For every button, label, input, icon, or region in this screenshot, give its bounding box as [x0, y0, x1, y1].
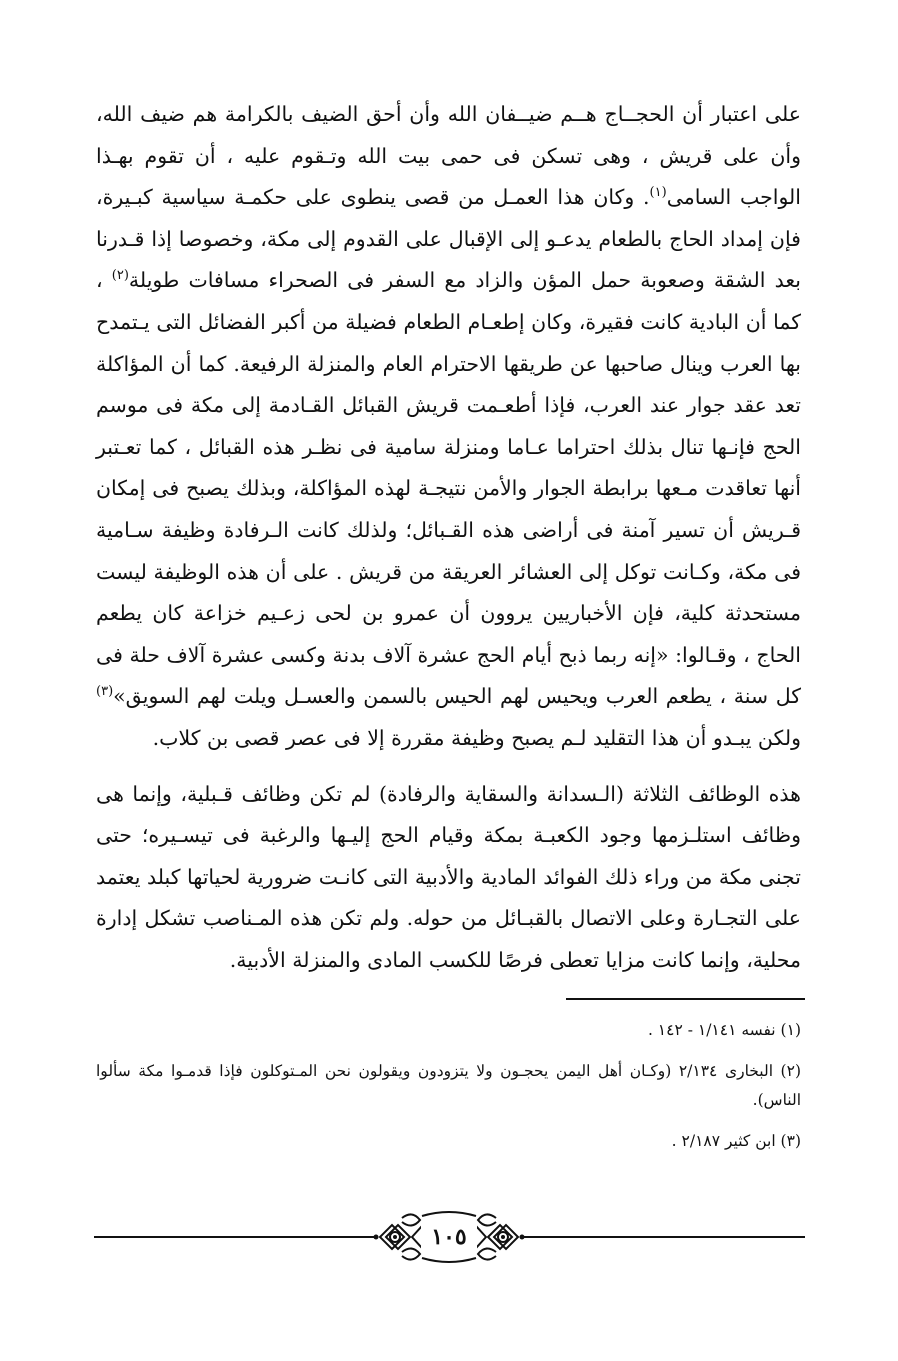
- footnote-1: (١) نفسه ١/١٤١ - ١٤٢ .: [647, 1021, 801, 1039]
- footnote-3: (٣) ابن كثير ٢/١٨٧ .: [671, 1132, 801, 1150]
- footnote-ref-1: (١): [649, 185, 667, 201]
- paragraph-1: [96, 94, 801, 760]
- paragraph-2: هذه الوظائف الثلاثة (الـسدانة والسقاية والرفادة) لم تكن وظائف قـبلية، وإنما هى وظائف استلـزمها وجود الكعبـة بمكة وقيام الحج إليـها والرغبة فى تيسـيره؛ حتى تجنى مكة من وراء ذلك الفوائد المادية والأدبية التى كانـت ضرورية لحياتها كبلد يعتمد على التجـارة وعلى الاتصال بالقبـائل من حوله. ولم تكن هذه المـناصب تشكل إدارة محلية، وإنما كانت مزايا تعطى فرصًا للكسب المادى والمنزلة الأدبية.: [96, 781, 801, 972]
- paragraph-1-part-3: ، كما أن البادية كانت فقيرة، وكان إطعـام الطعام فضيلة من أكبر الفضائل التى يـتمدح بها العرب وينال صاحبها عن طريقها الاحترام العام والمنزلة الرفيعة. كما أن المؤاكلة تعد عقد جوار عند العرب، فإذا أطعـمت قريش القبائل القـادمة إلى مكة فى موسم الحج فإنـها تنال بذلك احتراما عـاما ومنزلة سامية فى نظـر هذه القبائل ، كما تعـتبر أنها تعاقدت مـعها برابطة الجوار والأمن نتيجـة لهذه المؤاكلة، وبذلك يصبح فى إمكان قـريش أن تسير آمنة فى أراضى هذه القـبائل؛ ولذلك كانت الـرفادة وظيفة سـامية فى مكة، وكـانت توكل إلى العشائر العريقة من قريش . على أن هذه الوظيفة ليست مستحدثة كلية، فإن الأخباريين يروون أن عمرو بن لحى زعـيم خزاعة كان يطعم الحاج ، وقـالوا: «إنه ربما ذبح أيام الحج عشرة آلاف بدنة وكسى عشرة آلاف حلة فى كل سنة ، يطعم العرب ويحيس لهم الحيس بالسمن والعسـل ويلت لهم السويق»: [96, 268, 801, 709]
- footnote-ref-3: (٣): [96, 684, 114, 700]
- main-text: [96, 94, 801, 981]
- footnote-divider: [566, 998, 805, 1000]
- footnote-2: (٢) البخارى ٢/١٣٤ (وكـان أهل اليمن يحجـون ولا يتزودون ويقولون نحن المـتوكلون فإذا قدمـوا مكة سألوا الناس).: [96, 1062, 801, 1109]
- footer-rule-right: [522, 1236, 805, 1238]
- paragraph-1-part-2: . وكان هذا العمـل من قصى ينطوى على حكمـة سياسية كبـيرة، فإن إمداد الحاج بالطعام يدعـو إلى الإقبال على القدوم إلى مكة، وخصوصا إذا قـدرنا بعد الشقة وصعوبة حمل المؤن والزاد مع السفر فى الصحراء مسافات طويلة: [96, 185, 802, 293]
- footer-rule-left: [94, 1236, 376, 1238]
- footnotes: [96, 1016, 801, 1168]
- page-number: ١٠٥: [421, 1222, 477, 1252]
- paragraph-1-part-1: على اعتبار أن الحجــاج هــم ضيــفان الله وأن أحق الضيف بالكرامة هم ضيف الله، وأن على قريش ، وهى تسكن فى حمى بيت الله وتـقوم عليه ، أن تقوم بهـذا الواجب السامى: [96, 102, 801, 210]
- footnote-ref-2: (٢): [111, 268, 129, 284]
- paragraph-1-part-4: ولكن يبـدو أن هذا التقليد لـم يصبح وظيفة مقررة إلا فى عصر قصى بن كلاب.: [152, 725, 801, 750]
